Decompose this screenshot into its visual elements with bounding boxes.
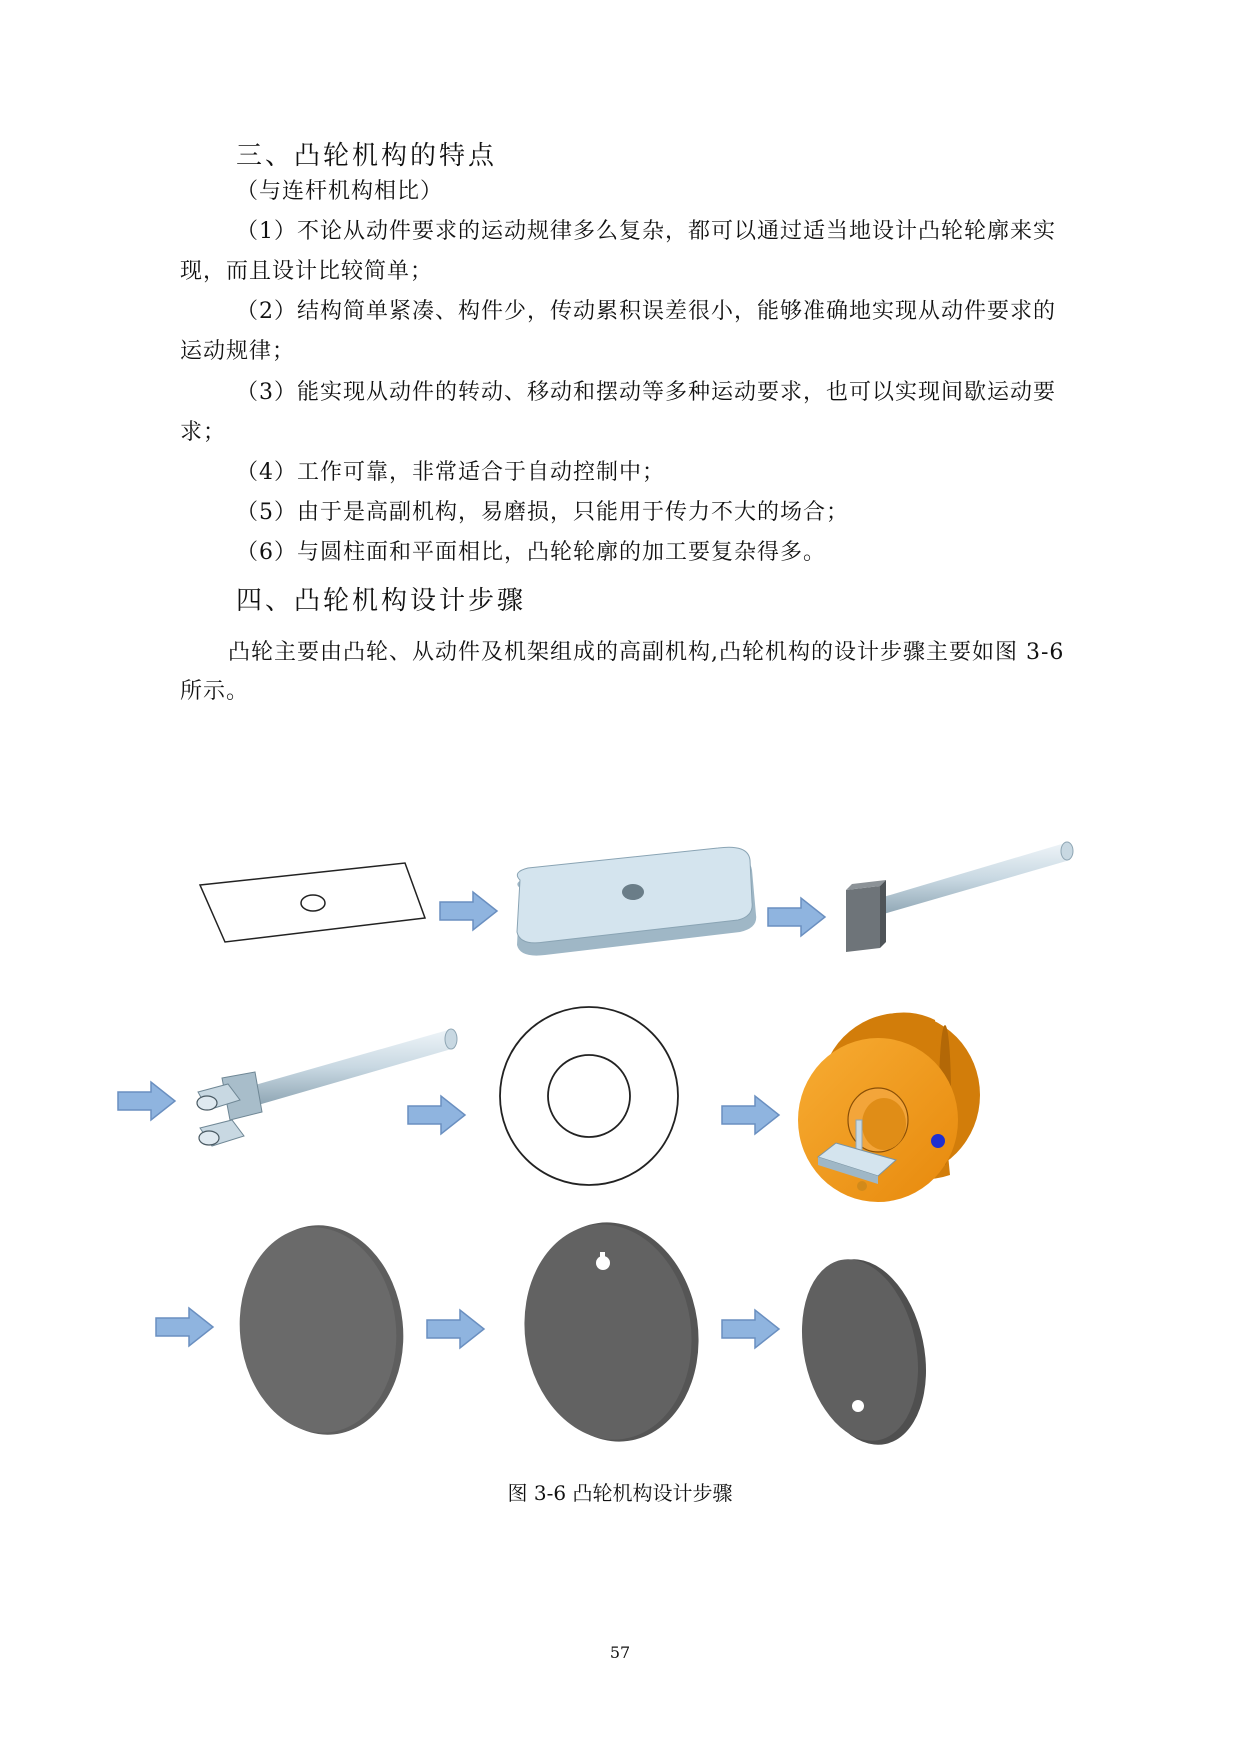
section-4-heading: 四、凸轮机构设计步骤 [236,586,527,616]
design-steps-paragraph-line2: 所示。 [180,679,250,704]
figure-caption: 图 3-6 凸轮机构设计步骤 [507,1481,733,1505]
fork-with-shaft [197,1029,457,1146]
design-steps-figure [0,820,1240,1470]
section-3-heading: 三、凸轮机构的特点 [236,141,498,171]
grooved-cam-cylinder [798,1013,980,1203]
arrow-7 [427,1310,484,1348]
arrow-8 [722,1310,779,1348]
extruded-plate [517,847,756,955]
item-3-line1: （3）能实现从动件的转动、移动和摆动等多种运动要求，也可以实现间歇运动要 [236,380,1056,405]
arrow-5 [722,1096,779,1134]
page-number: 57 [609,1643,631,1662]
item-5: （5）由于是高副机构，易磨损，只能用于传力不大的场合； [236,500,849,525]
design-steps-paragraph-line1: 凸轮主要由凸轮、从动件及机架组成的高副机构,凸轮机构的设计步骤主要如图 3-6 [228,640,1065,665]
arrow-6 [156,1308,213,1346]
arrow-1 [440,892,497,930]
cam-disk [230,1217,414,1443]
item-1-line2: 现，而且设计比较简单； [180,259,434,284]
sketch-concentric-circles [500,1007,678,1185]
item-6: （6）与圆柱面和平面相比，凸轮轮廓的加工要复杂得多。 [236,540,826,565]
item-1-line1: （1）不论从动件要求的运动规律多么复杂，都可以通过适当地设计凸轮轮廓来实 [236,219,1056,244]
item-3-line2: 求； [180,420,227,445]
block-with-shaft [846,842,1073,952]
arrow-2 [768,898,825,936]
cam-disk-with-keyway [511,1211,713,1453]
item-4: （4）工作可靠，非常适合于自动控制中； [236,460,665,485]
arrow-3 [118,1082,175,1120]
item-2-line1: （2）结构简单紧凑、构件少，传动累积误差很小，能够准确地实现从动件要求的 [236,299,1056,324]
arrow-4 [408,1096,465,1134]
item-2-line2: 运动规律； [180,339,296,364]
sketch-rectangle-with-circle [200,863,425,942]
comparison-note: （与连杆机构相比） [236,179,444,204]
